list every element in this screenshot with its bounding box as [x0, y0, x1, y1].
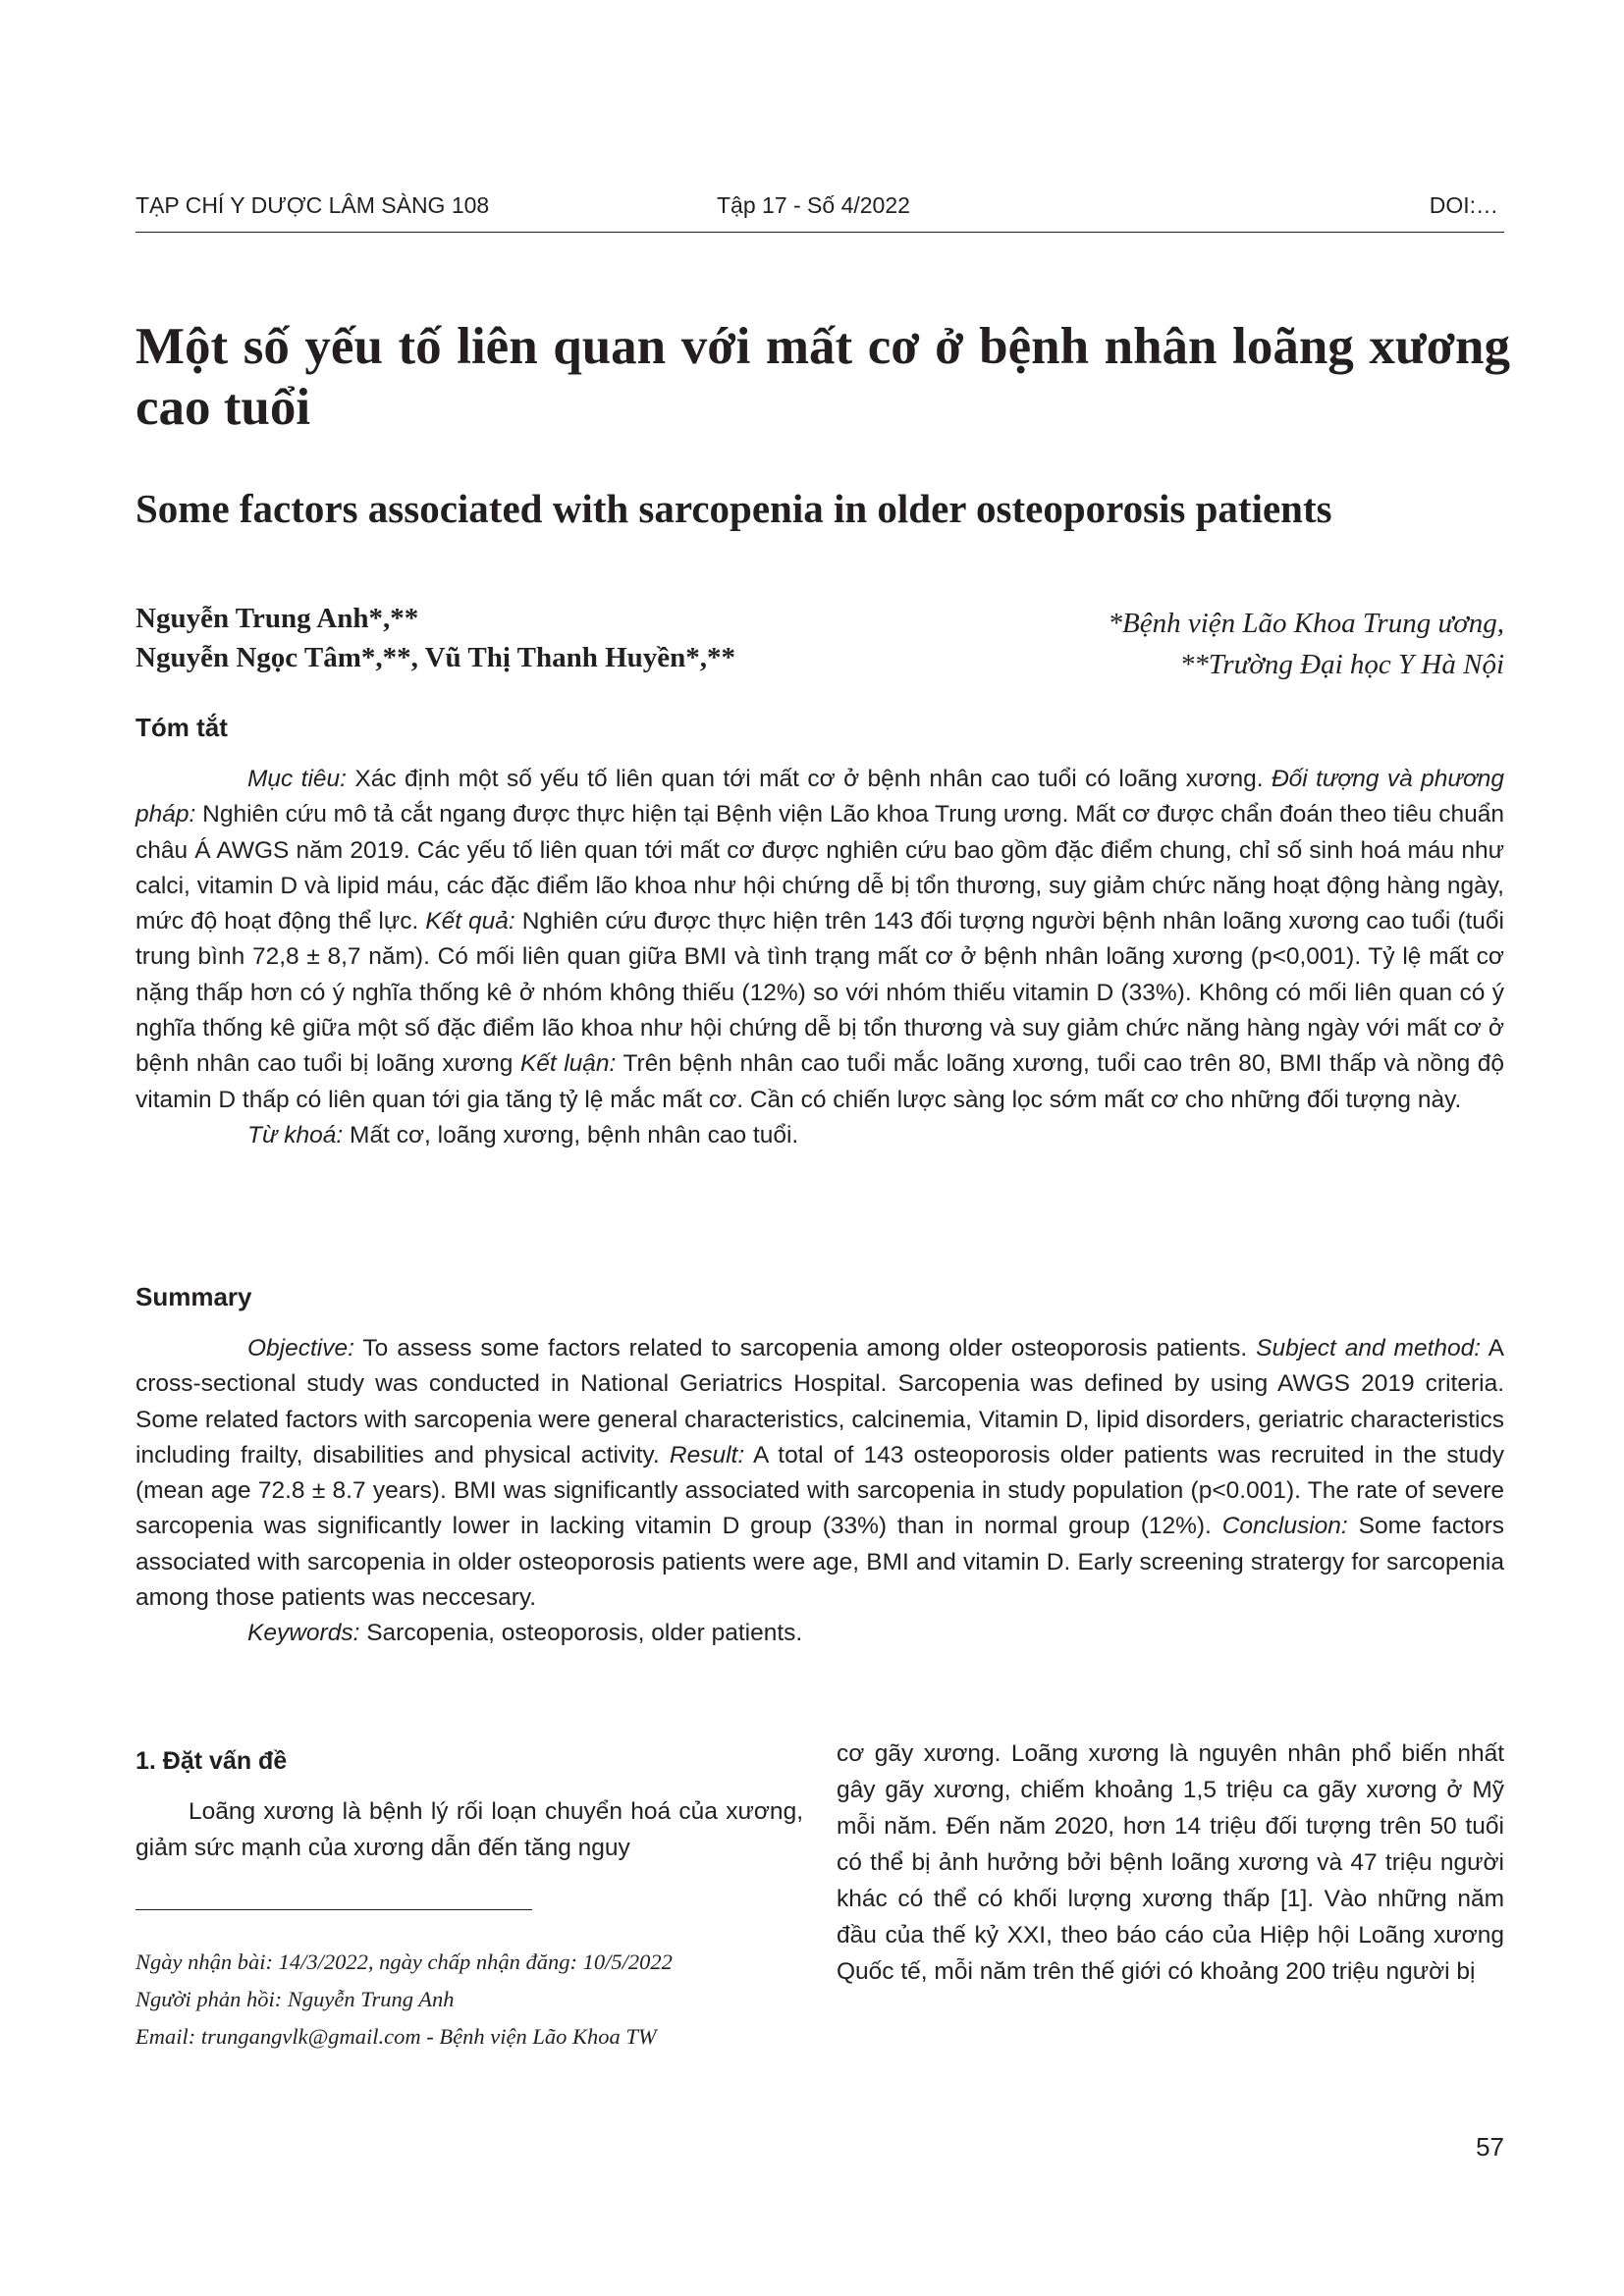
- abstract-vi-keywords: [135, 1118, 1504, 1153]
- body-paragraph-continued: cơ gãy xương. Loãng xương là nguyên nhân phổ biến nhất gây gãy xương, chiếm khoảng 1,5 triệu ca gãy xương ở Mỹ mỗi năm. Đến năm 2020, hơn 14 triệu đối tượng trên 50 tuổi có thể bị ảnh hưởng bởi bệnh loãng xương và 47 triệu người khác có thể có khối lượng xương thấp [1]. Vào những năm đầu của thế kỷ XXI, theo báo cáo của Hiệp hội Loãng xương Quốc tế, mỗi năm trên thế giới có khoảng 200 triệu người bị: [837, 1740, 1504, 1985]
- affiliation-line-1: *Bệnh viện Lão Khoa Trung ương,: [1108, 608, 1504, 639]
- result-label: Kết quả:: [425, 908, 515, 935]
- doi-label: DOI:…: [1429, 192, 1498, 218]
- section-heading: 1. Đặt vấn đề: [135, 1747, 288, 1775]
- objective-text: Xác định một số yếu tố liên quan tới mất cơ ở bệnh nhân cao tuổi có loãng xương.: [347, 766, 1272, 792]
- conclusion-text: Some factors associated with sarcopenia in older osteoporosis patients were age, BMI and vitamin D. Early screening stratergy for sarcopenia among those patients was neccesary.: [135, 1513, 1504, 1612]
- keywords-text: Mất cơ, loãng xương, bệnh nhân cao tuổi.: [343, 1121, 799, 1148]
- conclusion-label: Kết luận:: [519, 1050, 617, 1078]
- footnote-divider: [135, 1909, 532, 1910]
- keywords-text: Sarcopenia, osteoporosis, older patients.: [359, 1620, 803, 1647]
- result-text: Nghiên cứu được thực hiện trên 143 đối tượng người bệnh nhân loãng xương cao tuổi (tuổi trung bình 72,8 ± 8,7 năm). Có mối liên quan giữa BMI và tình trạng mất cơ ở bệnh nhân loãng xương (p<0,001). Tỷ lệ mất cơ nặng thấp hơn có ý nghĩa thống kê ở nhóm không thiếu (12%) so với nhóm thiếu vitamin D (33%). Không có mối liên quan có ý nghĩa thống kê giữa một số đặc điểm lão khoa như hội chứng dễ bị tổn thương và suy giảm chức năng hàng ngày với mất cơ ở bệnh nhân cao tuổi bị loãng xương: [135, 908, 1504, 1078]
- abstract-english: [135, 1331, 1504, 1652]
- method-text: A cross-sectional study was conducted in National Geriatrics Hospital. Sarcopenia was defined by using AWGS 2019 criteria. Some related factors with sarcopenia were general characteristics, calcinemia, Vitamin D, lipid disorders, geriatric characteristics including frailty, disabilities and physical activity.: [135, 1335, 1504, 1468]
- footnote-received-date: Ngày nhận bài: 14/3/2022, ngày chấp nhận đăng: 10/5/2022: [135, 1949, 673, 1974]
- body-column-right: [837, 1735, 1504, 1990]
- abstract-vi-body: [135, 762, 1504, 1118]
- method-label: Subject and method:: [1256, 1335, 1482, 1362]
- issue-number: Tập 17 - Số 4/2022: [717, 192, 910, 218]
- article-title-vietnamese: Một số yếu tố liên quan với mất cơ ở bệnh nhân loãng xương cao tuổi: [135, 318, 1510, 436]
- affiliation-line-2: **Trường Đại học Y Hà Nội: [1179, 649, 1504, 680]
- footnote: [135, 1944, 823, 2056]
- result-text: A total of 143 osteoporosis older patients was recruited in the study (mean age 72.8 ± 8.7 years). BMI was significantly associated with sarcopenia in study population (p<0.001). The rate of severe sarcopenia was significantly lower in lacking vitamin D group (33%) than in normal group (12%).: [135, 1441, 1504, 1540]
- abstract-vi-heading: Tóm tắt: [135, 713, 228, 742]
- author-line-2: Nguyễn Ngọc Tâm*,**, Vũ Thị Thanh Huyền*,**: [135, 642, 736, 673]
- abstract-en-keywords: [135, 1616, 1504, 1651]
- keywords-label: Từ khoá:: [247, 1121, 344, 1148]
- running-header: [135, 192, 1504, 233]
- footnote-reviewer: Người phản hồi: Nguyễn Trung Anh: [135, 1987, 455, 2011]
- abstract-vietnamese: [135, 762, 1504, 1153]
- article-title-english: Some factors associated with sarcopenia in older osteoporosis patients: [135, 486, 1332, 531]
- result-label: Result:: [669, 1441, 745, 1468]
- author-line-1: Nguyễn Trung Anh*,**: [135, 603, 419, 634]
- objective-label: Objective:: [247, 1335, 354, 1362]
- method-label: Đối tượng và phương pháp:: [135, 766, 1505, 828]
- objective-label: Mục tiêu:: [247, 766, 347, 792]
- abstract-en-body: [135, 1331, 1504, 1616]
- footnote-email: Email: trungangvlk@gmail.com - Bệnh viện Lão Khoa TW: [135, 2024, 657, 2049]
- objective-text: To assess some factors related to sarcopenia among older osteoporosis patients.: [353, 1335, 1257, 1362]
- body-paragraph: Loãng xương là bệnh lý rối loạn chuyển hoá của xương, giảm sức mạnh của xương dẫn đến tăng nguy: [135, 1798, 803, 1861]
- journal-name: TẠP CHÍ Y DƯỢC LÂM SÀNG 108: [135, 192, 490, 218]
- conclusion-label: Conclusion:: [1221, 1513, 1348, 1540]
- affiliations: [1109, 603, 1504, 685]
- abstract-en-heading: Summary: [135, 1282, 252, 1311]
- method-text: Nghiên cứu mô tả cắt ngang được thực hiện tại Bệnh viện Lão khoa Trung ương. Mất cơ được chẩn đoán theo tiêu chuẩn châu Á AWGS năm 2019. Các yếu tố liên quan tới mất cơ được nghiên cứu bao gồm đặc điểm chung, chỉ số sinh hoá máu như calci, vitamin D và lipid máu, các đặc điểm lão khoa như hội chứng dễ bị tổn thương, suy giảm chức năng hoạt động hàng ngày, mức độ hoạt động thể lực.: [135, 801, 1504, 935]
- body-column-left: [135, 1743, 803, 1866]
- conclusion-text: Trên bệnh nhân cao tuổi mắc loãng xương, tuổi cao trên 80, BMI thấp và nồng độ vitamin D thấp có liên quan tới gia tăng tỷ lệ mắc mất cơ. Cần có chiến lược sàng lọc sớm mất cơ cho những đối tượng này.: [135, 1050, 1505, 1113]
- page-number: 57: [1476, 2132, 1504, 2162]
- keywords-label: Keywords:: [247, 1620, 360, 1647]
- author-list: [135, 599, 735, 677]
